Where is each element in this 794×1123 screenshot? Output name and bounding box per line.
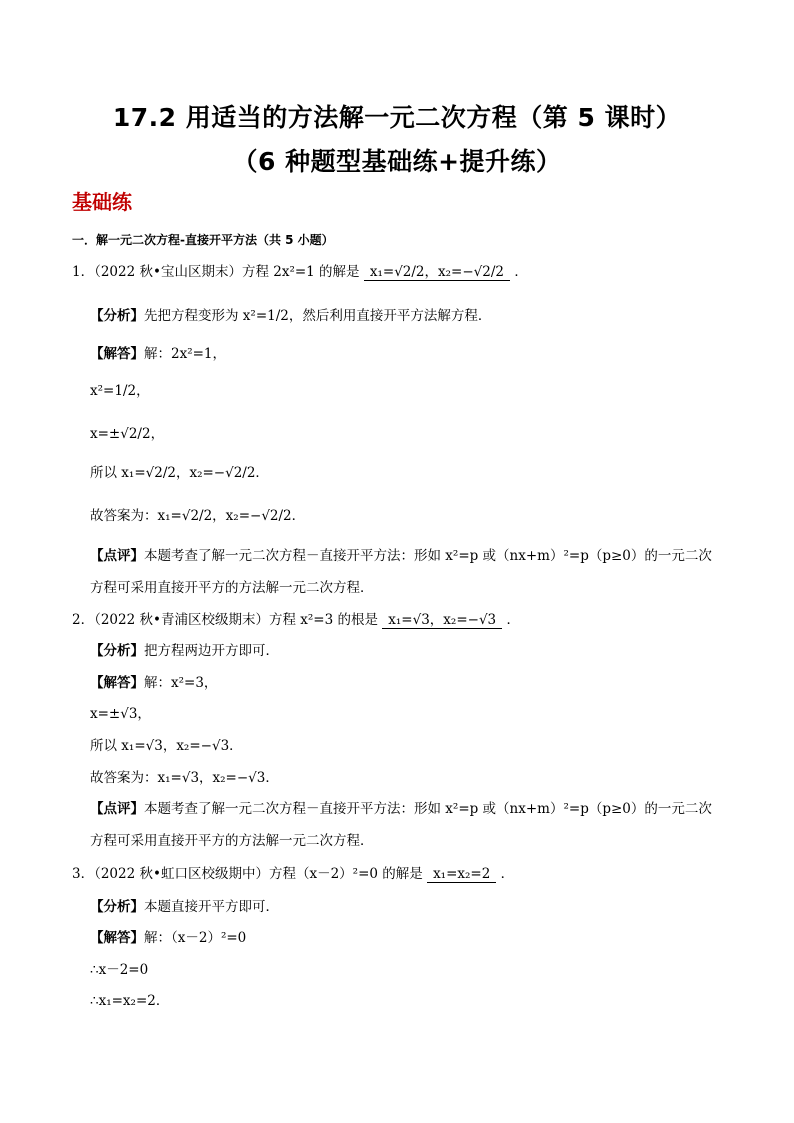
question-2-answer: x₁=√3，x₂=−√3 — [382, 614, 502, 629]
category-heading: 一．解一元二次方程-直接开平方法（共 5 小题） — [72, 233, 334, 247]
solution-step: ∴x₁=x₂=2． — [90, 993, 170, 1009]
solution-step: 故答案为：x₁=√3，x₂=−√3． — [90, 770, 279, 786]
solution-step: 所以 x₁=√3，x₂=−√3． — [90, 738, 243, 754]
solution-tag: 【解答】 — [90, 675, 144, 691]
question-3-text: 3．（2022 秋•虹口区校级期中）方程（x－2）²=0 的解是 — [72, 866, 423, 882]
solution-step: 解：2x²=1， — [144, 346, 227, 362]
question-1-text: 1．（2022 秋•宝山区期末）方程 2x²=1 的解是 — [72, 264, 360, 280]
question-1-period: ． — [514, 264, 528, 280]
solution-step: ∴x－2=0 — [90, 962, 149, 978]
comment-text: 方程可采用直接开平方的方法解一元二次方程． — [90, 580, 374, 596]
analysis-tag: 【分析】 — [90, 899, 144, 915]
analysis-tag: 【分析】 — [90, 643, 144, 659]
comment-tag: 【点评】 — [90, 548, 144, 564]
solution-tag: 【解答】 — [90, 346, 144, 362]
solution-tag: 【解答】 — [90, 930, 144, 946]
solution-step: x=±√2/2， — [90, 426, 165, 442]
solution-step: x²=1/2， — [90, 383, 150, 399]
comment-text: 本题考查了解一元二次方程－直接开平方法：形如 x²=p 或（nx+m）²=p（p≥0）的一元二次 — [144, 548, 712, 564]
solution-step: 解：（x－2）²=0 — [144, 930, 247, 946]
question-2-solution — [90, 677, 217, 691]
solution-step: x=±√3， — [90, 706, 151, 722]
comment-text: 本题考查了解一元二次方程－直接开平方法：形如 x²=p 或（nx+m）²=p（p≥0）的一元二次 — [144, 801, 712, 817]
question-1-answer: x₁=√2/2，x₂=−√2/2 — [364, 266, 510, 281]
document-title: 17.2 用适当的方法解一元二次方程（第 5 课时） — [112, 103, 682, 132]
question-1-comment — [90, 550, 712, 564]
analysis-text: 先把方程变形为 x²=1/2，然后利用直接开平方法解方程． — [144, 308, 492, 324]
question-3-solution — [90, 932, 246, 946]
comment-text: 方程可采用直接开平方的方法解一元二次方程． — [90, 833, 374, 849]
question-3-answer: x₁=x₂=2 — [427, 868, 496, 883]
question-2-comment — [90, 803, 712, 817]
comment-tag: 【点评】 — [90, 801, 144, 817]
question-2-analysis — [90, 645, 279, 659]
solution-step: 解：x²=3， — [144, 675, 218, 691]
solution-step: 故答案为：x₁=√2/2，x₂=−√2/2． — [90, 508, 306, 524]
analysis-text: 把方程两边开方即可． — [144, 643, 279, 659]
question-2-period: ． — [506, 612, 520, 628]
question-3-period: ． — [500, 866, 515, 882]
question-1-analysis — [90, 310, 491, 324]
analysis-text: 本题直接开平方即可． — [144, 899, 279, 915]
document-subtitle: （6 种题型基础练+提升练） — [232, 147, 562, 176]
question-3-stem — [72, 868, 514, 883]
analysis-tag: 【分析】 — [90, 308, 144, 324]
question-1-solution — [90, 348, 226, 362]
question-2-stem — [72, 614, 520, 629]
solution-step: 所以 x₁=√2/2，x₂=−√2/2． — [90, 465, 269, 481]
section-heading-basic: 基础练 — [72, 190, 132, 214]
question-3-analysis — [90, 901, 279, 915]
question-2-text: 2．（2022 秋•青浦区校级期末）方程 x²=3 的根是 — [72, 612, 378, 628]
question-1-stem — [72, 266, 528, 281]
